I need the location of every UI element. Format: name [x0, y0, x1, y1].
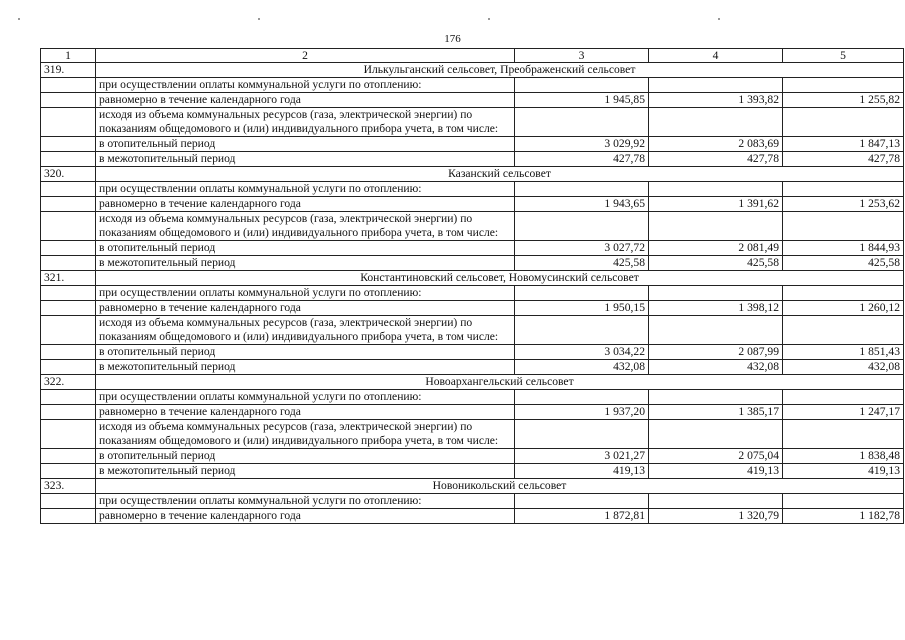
value-cell: 1 838,48 — [783, 449, 904, 464]
table-row — [41, 301, 904, 316]
table-row — [41, 197, 904, 212]
value-cell: 1 182,78 — [783, 509, 904, 524]
empty-cell — [41, 137, 96, 152]
empty-cell — [41, 301, 96, 316]
header-cell: 5 — [783, 49, 904, 63]
empty-cell — [41, 420, 96, 449]
table-row — [41, 360, 904, 375]
value-cell — [649, 316, 783, 345]
value-cell — [783, 390, 904, 405]
value-cell: 1 872,81 — [515, 509, 649, 524]
empty-cell — [41, 509, 96, 524]
table-row — [41, 509, 904, 524]
value-cell: 1 398,12 — [649, 301, 783, 316]
row-label: исходя из объема коммунальных ресурсов (газа, электрической энергии) по показаниям общедомового и (или) индивидуального прибора учета, в том числе: — [96, 212, 515, 241]
value-cell: 1 247,17 — [783, 405, 904, 420]
header-cell: 4 — [649, 49, 783, 63]
section-title: Новоникольский сельсовет — [96, 479, 904, 494]
table-row — [41, 152, 904, 167]
row-label: в отопительный период — [96, 449, 515, 464]
value-cell: 425,58 — [515, 256, 649, 271]
row-label: исходя из объема коммунальных ресурсов (газа, электрической энергии) по показаниям общедомового и (или) индивидуального прибора учета, в том числе: — [96, 316, 515, 345]
row-label: равномерно в течение календарного года — [96, 301, 515, 316]
table-row — [41, 286, 904, 301]
table-row — [41, 182, 904, 197]
row-label: исходя из объема коммунальных ресурсов (газа, электрической энергии) по показаниям общедомового и (или) индивидуального прибора учета, в том числе: — [96, 108, 515, 137]
row-label: равномерно в течение календарного года — [96, 405, 515, 420]
value-cell: 427,78 — [515, 152, 649, 167]
value-cell — [649, 182, 783, 197]
section-number: 320. — [41, 167, 96, 182]
value-cell — [783, 494, 904, 509]
scan-speck — [258, 18, 260, 20]
value-cell: 2 075,04 — [649, 449, 783, 464]
header-row — [41, 49, 904, 63]
value-cell — [783, 182, 904, 197]
value-cell: 1 393,82 — [649, 93, 783, 108]
row-label: в отопительный период — [96, 241, 515, 256]
row-label: равномерно в течение календарного года — [96, 197, 515, 212]
header-cell: 2 — [96, 49, 515, 63]
header-cell: 3 — [515, 49, 649, 63]
row-label: при осуществлении оплаты коммунальной услуги по отоплению: — [96, 78, 515, 93]
table-row — [41, 93, 904, 108]
value-cell — [783, 286, 904, 301]
section-number: 319. — [41, 63, 96, 78]
empty-cell — [41, 316, 96, 345]
scan-speck — [488, 18, 490, 20]
empty-cell — [41, 464, 96, 479]
value-cell — [783, 420, 904, 449]
row-label: в межотопительный период — [96, 360, 515, 375]
table-row — [41, 390, 904, 405]
value-cell: 1 320,79 — [649, 509, 783, 524]
table-row — [41, 256, 904, 271]
row-label: в межотопительный период — [96, 464, 515, 479]
value-cell — [515, 420, 649, 449]
value-cell: 3 029,92 — [515, 137, 649, 152]
value-cell — [649, 390, 783, 405]
value-cell: 432,08 — [649, 360, 783, 375]
value-cell — [649, 286, 783, 301]
row-label: равномерно в течение календарного года — [96, 93, 515, 108]
value-cell: 1 260,12 — [783, 301, 904, 316]
table-row — [41, 137, 904, 152]
row-label: в отопительный период — [96, 345, 515, 360]
value-cell: 3 027,72 — [515, 241, 649, 256]
table-row — [41, 212, 904, 241]
empty-cell — [41, 449, 96, 464]
table-row — [41, 241, 904, 256]
section-header-row — [41, 375, 904, 390]
value-cell — [515, 390, 649, 405]
row-label: равномерно в течение календарного года — [96, 509, 515, 524]
value-cell: 2 083,69 — [649, 137, 783, 152]
value-cell — [515, 494, 649, 509]
value-cell: 419,13 — [649, 464, 783, 479]
value-cell: 1 844,93 — [783, 241, 904, 256]
page-number: 176 — [444, 33, 461, 45]
section-title: Новоархангельский сельсовет — [96, 375, 904, 390]
empty-cell — [41, 197, 96, 212]
value-cell: 427,78 — [783, 152, 904, 167]
scan-speck — [18, 18, 20, 20]
table-row — [41, 449, 904, 464]
empty-cell — [41, 390, 96, 405]
empty-cell — [41, 241, 96, 256]
value-cell — [649, 212, 783, 241]
empty-cell — [41, 405, 96, 420]
table-row — [41, 405, 904, 420]
value-cell: 419,13 — [515, 464, 649, 479]
value-cell — [783, 108, 904, 137]
row-label: в отопительный период — [96, 137, 515, 152]
value-cell — [649, 108, 783, 137]
table-row — [41, 494, 904, 509]
value-cell: 427,78 — [649, 152, 783, 167]
value-cell: 1 391,62 — [649, 197, 783, 212]
value-cell: 1 847,13 — [783, 137, 904, 152]
header-cell: 1 — [41, 49, 96, 63]
value-cell — [783, 78, 904, 93]
value-cell: 1 253,62 — [783, 197, 904, 212]
section-title: Казанский сельсовет — [96, 167, 904, 182]
table-row — [41, 345, 904, 360]
value-cell — [515, 182, 649, 197]
section-header-row — [41, 479, 904, 494]
value-cell — [649, 494, 783, 509]
section-number: 321. — [41, 271, 96, 286]
empty-cell — [41, 494, 96, 509]
empty-cell — [41, 212, 96, 241]
value-cell: 1 255,82 — [783, 93, 904, 108]
value-cell — [515, 316, 649, 345]
value-cell — [783, 212, 904, 241]
value-cell — [783, 316, 904, 345]
value-cell: 3 021,27 — [515, 449, 649, 464]
empty-cell — [41, 256, 96, 271]
value-cell — [649, 78, 783, 93]
section-title: Илькульганский сельсовет, Преображенский сельсовет — [96, 63, 904, 78]
table-row — [41, 316, 904, 345]
value-cell: 1 937,20 — [515, 405, 649, 420]
section-header-row — [41, 167, 904, 182]
value-cell: 432,08 — [515, 360, 649, 375]
row-label: в межотопительный период — [96, 152, 515, 167]
section-number: 322. — [41, 375, 96, 390]
empty-cell — [41, 345, 96, 360]
value-cell: 1 950,15 — [515, 301, 649, 316]
section-header-row — [41, 63, 904, 78]
empty-cell — [41, 93, 96, 108]
value-cell — [515, 286, 649, 301]
row-label: исходя из объема коммунальных ресурсов (газа, электрической энергии) по показаниям общедомового и (или) индивидуального прибора учета, в том числе: — [96, 420, 515, 449]
empty-cell — [41, 108, 96, 137]
section-header-row — [41, 271, 904, 286]
value-cell: 1 943,65 — [515, 197, 649, 212]
value-cell: 1 385,17 — [649, 405, 783, 420]
empty-cell — [41, 78, 96, 93]
table-row — [41, 108, 904, 137]
value-cell — [515, 212, 649, 241]
value-cell — [649, 420, 783, 449]
empty-cell — [41, 286, 96, 301]
value-cell: 425,58 — [783, 256, 904, 271]
value-cell: 2 087,99 — [649, 345, 783, 360]
table-row — [41, 464, 904, 479]
row-label: при осуществлении оплаты коммунальной услуги по отоплению: — [96, 286, 515, 301]
table-row — [41, 78, 904, 93]
row-label: при осуществлении оплаты коммунальной услуги по отоплению: — [96, 390, 515, 405]
empty-cell — [41, 152, 96, 167]
scan-speck — [718, 18, 720, 20]
row-label: в межотопительный период — [96, 256, 515, 271]
section-title: Константиновский сельсовет, Новомусинский сельсовет — [96, 271, 904, 286]
value-cell: 419,13 — [783, 464, 904, 479]
empty-cell — [41, 182, 96, 197]
row-label: при осуществлении оплаты коммунальной услуги по отоплению: — [96, 494, 515, 509]
value-cell — [515, 78, 649, 93]
value-cell: 1 945,85 — [515, 93, 649, 108]
row-label: при осуществлении оплаты коммунальной услуги по отоплению: — [96, 182, 515, 197]
value-cell: 425,58 — [649, 256, 783, 271]
value-cell: 1 851,43 — [783, 345, 904, 360]
empty-cell — [41, 360, 96, 375]
value-cell: 432,08 — [783, 360, 904, 375]
section-number: 323. — [41, 479, 96, 494]
value-cell — [515, 108, 649, 137]
value-cell: 2 081,49 — [649, 241, 783, 256]
value-cell: 3 034,22 — [515, 345, 649, 360]
table-row — [41, 420, 904, 449]
tariff-table — [40, 48, 904, 524]
